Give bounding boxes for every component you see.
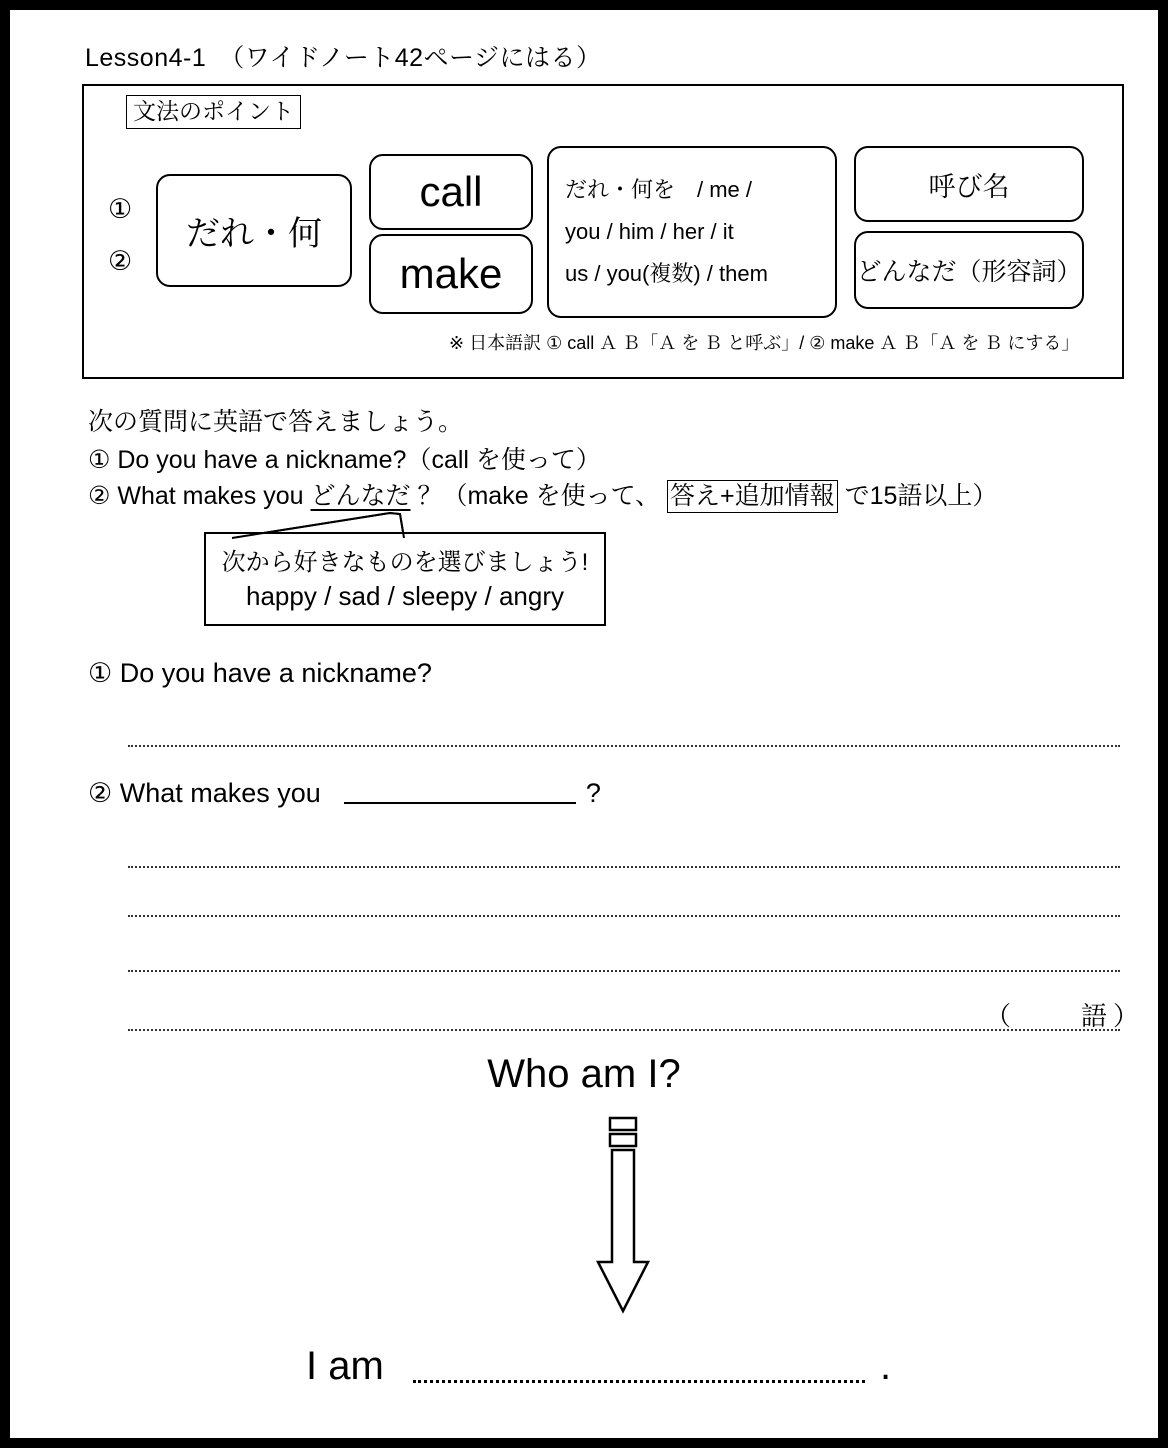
answer-q2-suffix: ? [585, 778, 601, 808]
answer-q2-prefix: What makes you [119, 778, 321, 808]
instruction-q2-underlined: どんなだ [310, 482, 411, 510]
pattern-marker-one: ① [108, 194, 133, 224]
grammar-point-label: 文法のポイント [126, 95, 301, 129]
worksheet-page [10, 10, 1158, 1438]
answer-line-q2-2[interactable] [128, 915, 1120, 917]
answer-line-q2-3[interactable] [128, 970, 1120, 972]
object-line-3: us / you(複数) / them [565, 260, 768, 286]
answer-line-q2-4[interactable] [128, 1029, 1120, 1031]
i-am-label: I am [306, 1344, 384, 1388]
i-am-period: . [880, 1344, 892, 1388]
down-arrow-icon [593, 1116, 653, 1316]
word-choice-callout [204, 532, 606, 626]
instruction-q2-prefix: What makes you [117, 482, 304, 510]
pattern-marker-two: ② [108, 246, 133, 276]
complement-box-nickname [854, 146, 1084, 222]
answer-q1-marker: ① [88, 658, 113, 688]
complement-box-nickname-label: 呼び名 [928, 171, 1010, 202]
instruction-lead: 次の質問に英語で答えましょう。 [88, 408, 464, 436]
instruction-question-2 [88, 476, 997, 512]
instruction-q2-marker: ② [88, 482, 111, 510]
callout-choice-words: happy / sad / sleepy / angry [246, 581, 564, 611]
complement-box-adjective [854, 231, 1084, 309]
object-line-2: you / him / her / it [565, 219, 734, 245]
instruction-q2-mid: ？（make を使って、 [417, 482, 661, 510]
i-am-answer-row [306, 1340, 891, 1389]
answer-q2-blank[interactable] [344, 776, 576, 804]
instruction-q1-text: Do you have a nickname?（call を使って） [117, 446, 601, 474]
answer-question-1 [88, 658, 432, 689]
word-count-field[interactable]: （ 語） [985, 1001, 1146, 1031]
answer-question-2 [88, 776, 601, 809]
verb-box-call [369, 154, 533, 230]
page-title: Lesson4-1 （ワイドノート42ページにはる） [85, 44, 602, 72]
object-pronoun-box [547, 146, 837, 318]
verb-box-make [369, 234, 533, 314]
complement-box-adjective-label: どんなだ（形容詞） [856, 258, 1082, 286]
i-am-blank-field[interactable] [413, 1340, 865, 1383]
instruction-q2-suffix: で15語以上） [844, 482, 998, 510]
callout-instruction-text: 次から好きなものを選びましょう! [221, 549, 589, 576]
object-pronoun-lines [565, 169, 768, 294]
subject-box [156, 174, 352, 287]
object-line-1: だれ・何を / me / [565, 177, 753, 203]
answer-line-q1[interactable] [128, 745, 1120, 747]
answer-q2-marker: ② [88, 778, 113, 808]
subject-box-label: だれ・何 [186, 215, 322, 253]
answer-line-q2-1[interactable] [128, 866, 1120, 868]
instruction-q1-marker: ① [88, 446, 111, 474]
who-am-i-heading: Who am I? [487, 1052, 681, 1096]
instruction-q2-boxed-hint: 答え+追加情報 [667, 480, 838, 513]
verb-box-make-label: make [399, 250, 503, 297]
verb-box-call-label: call [419, 168, 483, 215]
instruction-question-1 [88, 440, 601, 476]
answer-q1-text: Do you have a nickname? [119, 658, 432, 688]
grammar-translation-note: ※ 日本語訳 ① call Ａ Ｂ「Ａ を Ｂ と呼ぶ」/ ② make Ａ Ｂ「Ａ を Ｂ にする」 [449, 333, 1080, 353]
grammar-point-box [82, 84, 1124, 379]
